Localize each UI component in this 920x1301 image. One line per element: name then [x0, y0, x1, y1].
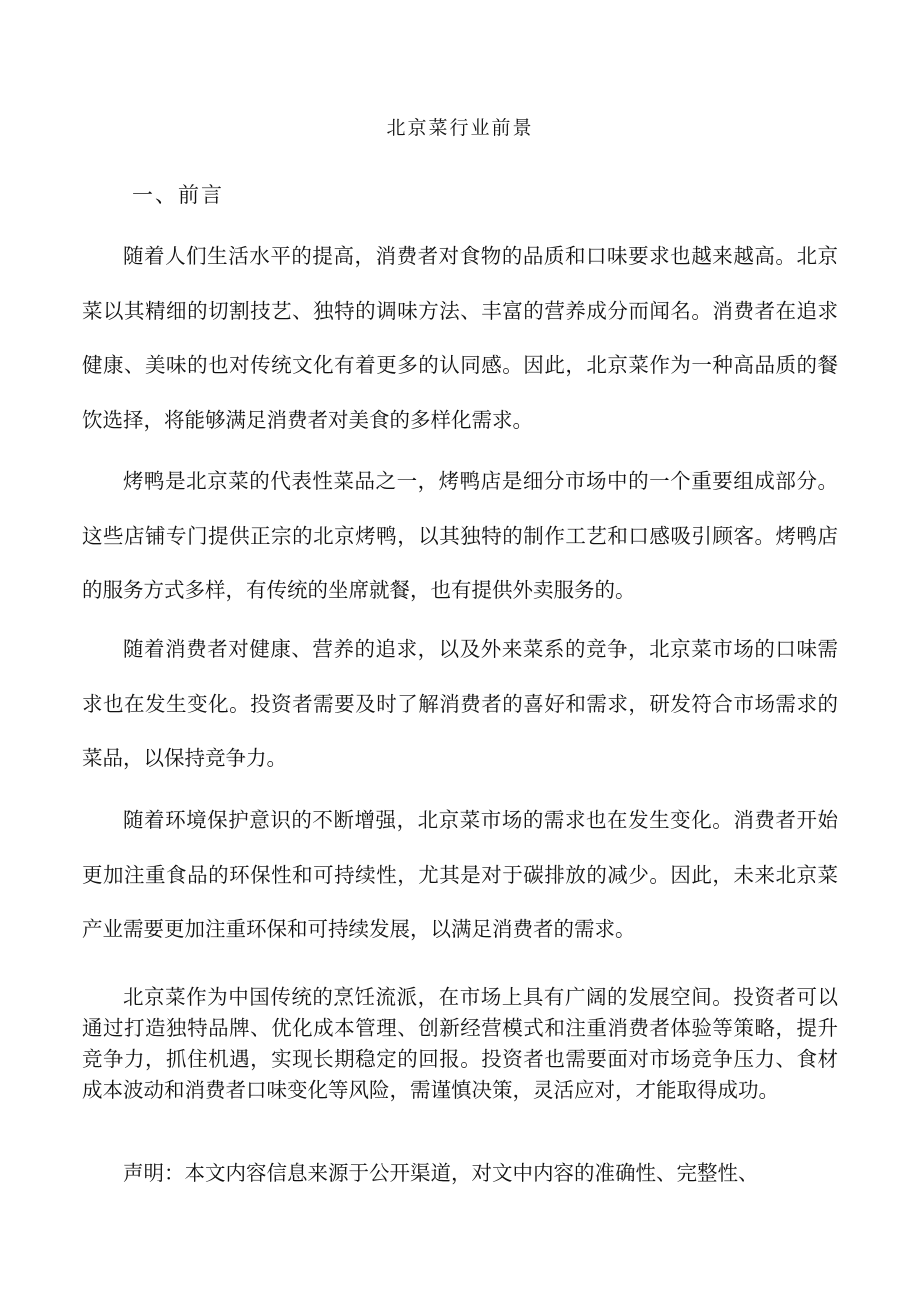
paragraph-summary: 北京菜作为中国传统的烹饪流派，在市场上具有广阔的发展空间。投资者可以通过打造独特品牌、优化成本管理、创新经营模式和注重消费者体验等策略，提升竞争力，抓住机遇，实现长期稳定的回报。投资者也需要面对市场竞争压力、食材成本波动和消费者口味变化等风险，需谨慎决策，灵活应对，才能取得成功。: [82, 985, 838, 1102]
paragraph-roast-duck: 烤鸭是北京菜的代表性菜品之一，烤鸭店是细分市场中的一个重要组成部分。这些店铺专门提供正宗的北京烤鸭，以其独特的制作工艺和口感吸引顾客。烤鸭店的服务方式多样，有传统的坐席就餐，也有提供外卖服务的。: [82, 469, 838, 602]
section-heading: 一、前言: [132, 183, 224, 207]
paragraph-environment: 随着环境保护意识的不断增强，北京菜市场的需求也在发生变化。消费者开始更加注重食品的环保性和可持续性，尤其是对于碳排放的减少。因此，未来北京菜产业需要更加注重环保和可持续发展，以满足消费者的需求。: [82, 808, 838, 941]
disclaimer-text: 声明：本文内容信息来源于公开渠道，对文中内容的准确性、完整性、: [123, 1161, 759, 1185]
paragraph-preface: 随着人们生活水平的提高，消费者对食物的品质和口味要求也越来越高。北京菜以其精细的切割技艺、独特的调味方法、丰富的营养成分而闻名。消费者在追求健康、美味的也对传统文化有着更多的认同感。因此，北京菜作为一种高品质的餐饮选择，将能够满足消费者对美食的多样化需求。: [82, 244, 838, 432]
document-title: 北京菜行业前景: [386, 117, 534, 139]
paragraph-taste-demand: 随着消费者对健康、营养的追求，以及外来菜系的竞争，北京菜市场的口味需求也在发生变化。投资者需要及时了解消费者的喜好和需求，研发符合市场需求的菜品，以保持竞争力。: [82, 637, 838, 770]
